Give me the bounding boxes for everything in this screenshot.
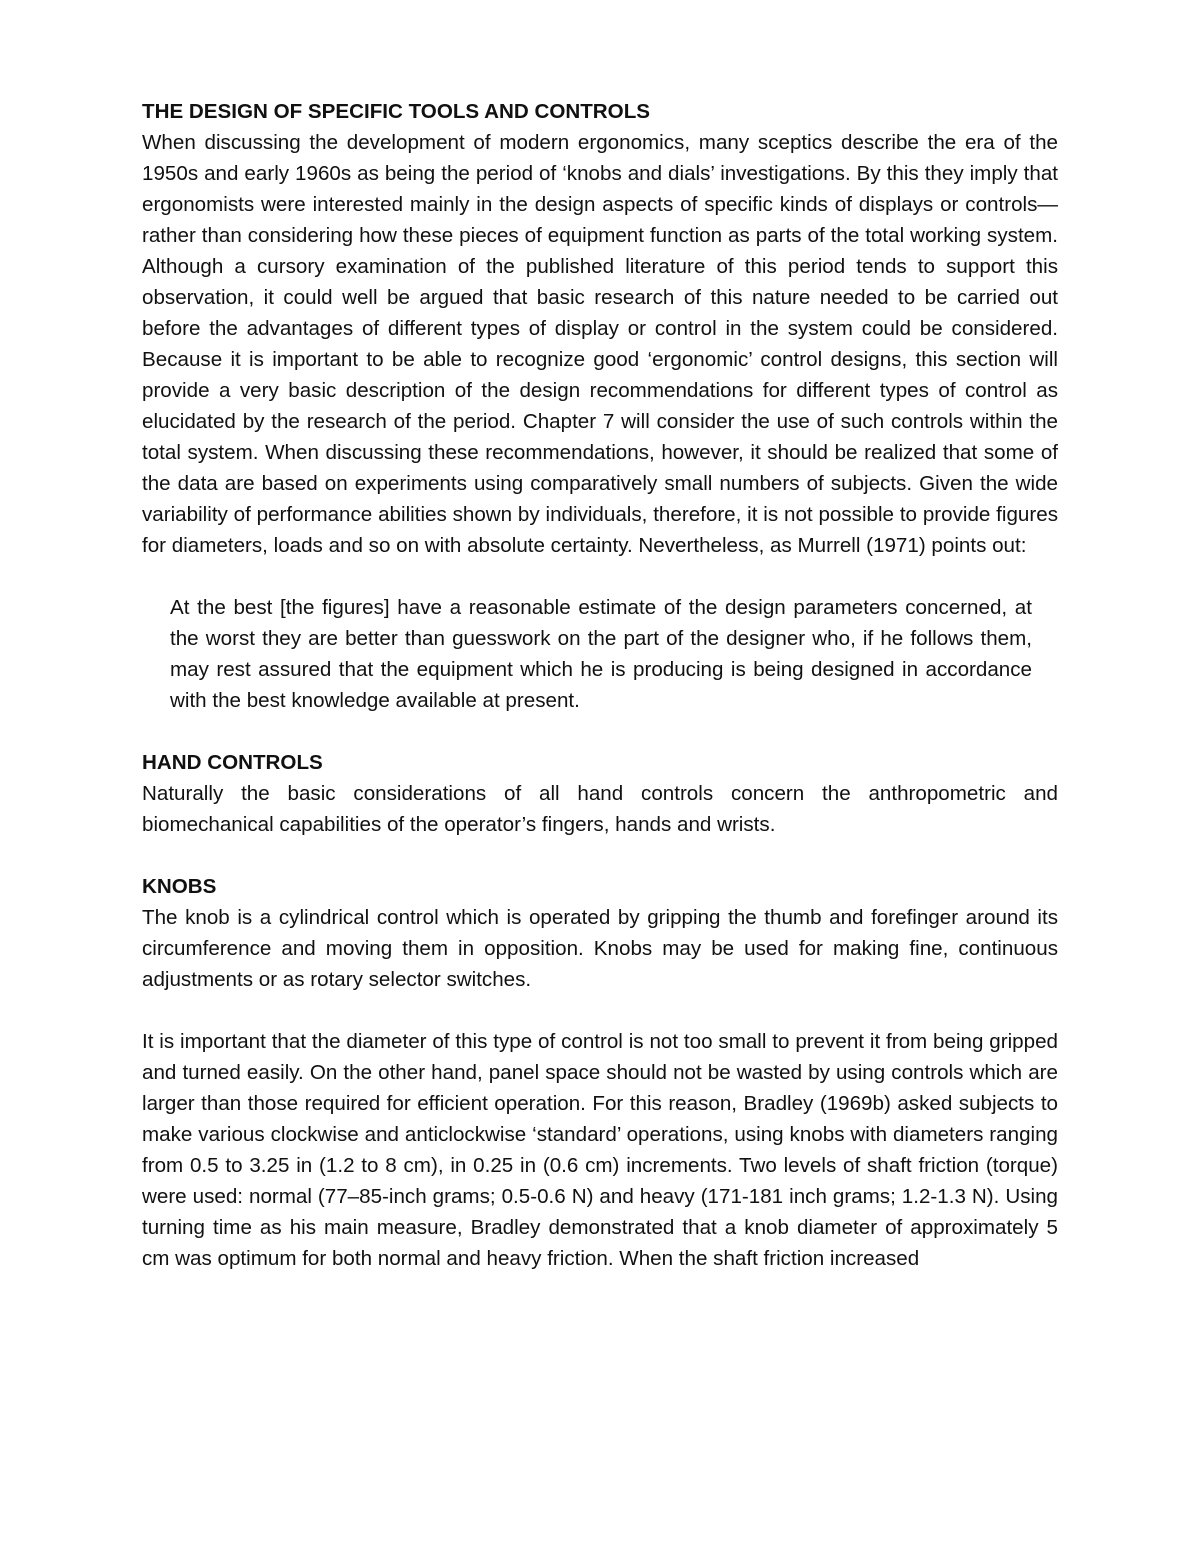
section-title-design: THE DESIGN OF SPECIFIC TOOLS AND CONTROLS bbox=[142, 100, 651, 123]
hand-controls-paragraph: Naturally the basic considerations of all hand controls concern the anthropometric and biomechanical capabilities of the operator’s fingers, hands and wrists. bbox=[142, 782, 1058, 836]
knobs-paragraph-2: It is important that the diameter of this type of control is not too small to prevent it from being gripped and turned easily. On the other hand, panel space should not be wasted by using controls which are larger than those required for efficient operation. For this reason, Bradley (1969b) asked subjects to make various clockwise and anticlockwise ‘standard’ operations, using knobs with diameters ranging from 0.5 to 3.25 in (1.2 to 8 cm), in 0.25 in (0.6 cm) increments. Two levels of shaft friction (torque) were used: normal (77–85-inch grams; 0.5-0.6 N) and heavy (171-181 inch grams; 1.2-1.3 N). Using turning time as his main measure, Bradley demonstrated that a knob diameter of approximately 5 cm was optimum for both normal and heavy friction. When the shaft friction increased bbox=[142, 1030, 1058, 1270]
section-title-knobs: KNOBS bbox=[142, 875, 217, 898]
murrell-quote bbox=[170, 592, 1032, 716]
document-page bbox=[142, 96, 1058, 1274]
knobs-paragraph-1: The knob is a cylindrical control which is operated by gripping the thumb and forefinger around its circumference and moving them in opposition. Knobs may be used for making fine, continuous adjustments or as rotary selector switches. bbox=[142, 906, 1058, 991]
quote-text: At the best [the figures] have a reasonable estimate of the design parameters concerned, at the worst they are better than guesswork on the part of the designer who, if he follows them, may rest assured that the equipment which he is producing is being designed in accordance with the best knowledge available at present. bbox=[170, 596, 1032, 712]
design-paragraph: When discussing the development of modern ergonomics, many sceptics describe the era of the 1950s and early 1960s as being the period of ‘knobs and dials’ investigations. By this they imply that ergonomists were interested mainly in the design aspects of specific kinds of displays or controls—rather than considering how these pieces of equipment function as parts of the total working system. Although a cursory examination of the published literature of this period tends to support this observation, it could well be argued that basic research of this nature needed to be carried out before the advantages of different types of display or control in the system could be considered. Because it is important to be able to recognize good ‘ergonomic’ control designs, this section will provide a very basic description of the design recommendations for different types of control as elucidated by the research of the period. Chapter 7 will consider the use of such controls within the total system. When discussing these recommendations, however, it should be realized that some of the data are based on experiments using comparatively small numbers of subjects. Given the wide variability of performance abilities shown by individuals, therefore, it is not possible to provide figures for diameters, loads and so on with absolute certainty. Nevertheless, as Murrell (1971) points out: bbox=[142, 131, 1058, 557]
section-title-hand-controls: HAND CONTROLS bbox=[142, 751, 323, 774]
